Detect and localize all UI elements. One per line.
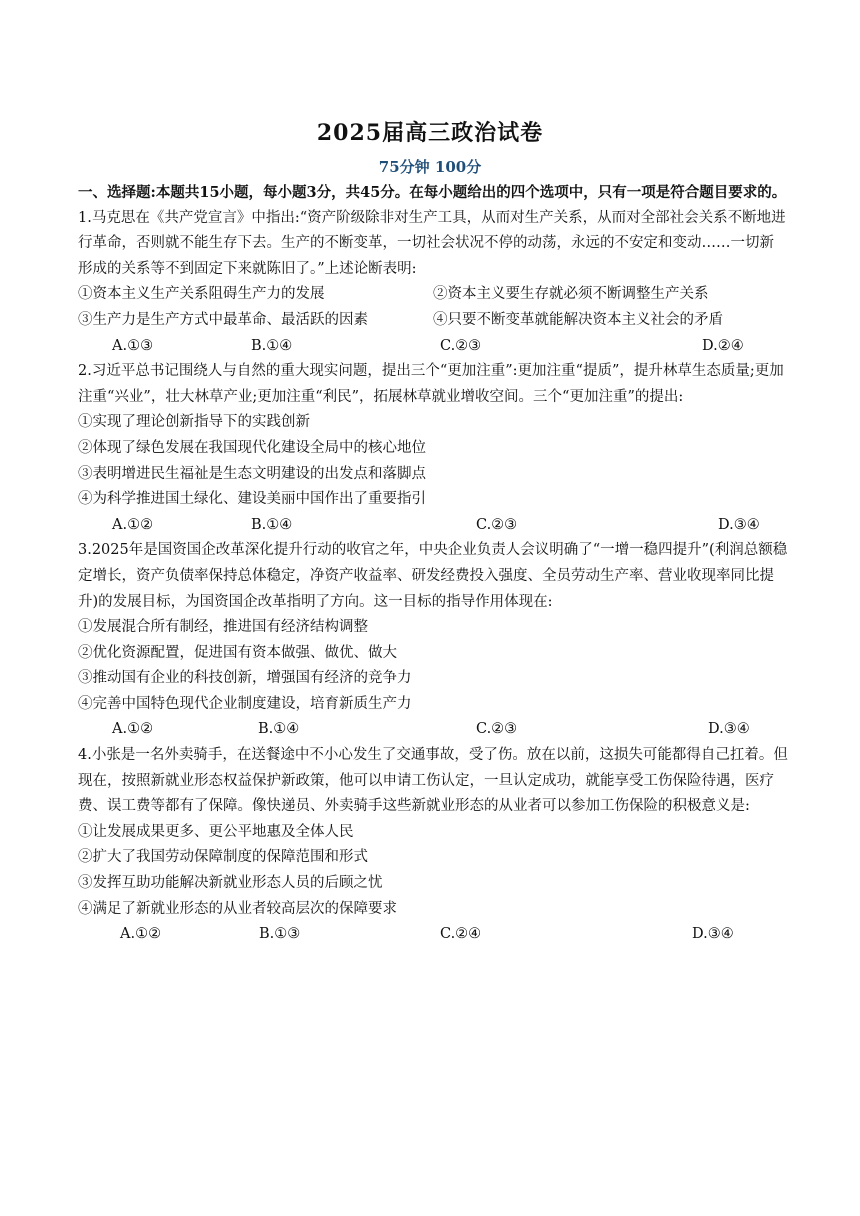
exam-title: 2025届高三政治试卷 — [316, 120, 544, 146]
statement-item: ④满足了新就业形态的从业者较高层次的保障要求 — [78, 900, 397, 917]
answer-choice-d[interactable]: D.③④ — [708, 721, 750, 738]
statement-item: ①资本主义生产关系阻碍生产力的发展 — [78, 286, 325, 303]
question-3 — [78, 538, 788, 743]
section-heading: 一、选择题:本题共15小题，每小题3分，共45分。在每小题给出的四个选项中，只有一项是符合题目要求的。 — [78, 184, 787, 201]
question-stem: 4.小张是一名外卖骑手，在送餐途中不小心发生了交通事故，受了伤。放在以前，这损失可能都得自己扛着。但现在，按照新就业形态权益保护新政策，他可以申请工伤认定，一旦认定成功，就能享受工伤保险待遇，医疗费、误工费等都有了保障。像快递员、外卖骑手这些新就业形态的从业者可以参加工伤保险的积极意义是: — [78, 747, 788, 815]
statement-item: ④只要不断变革就能解决资本主义社会的矛盾 — [433, 311, 723, 328]
answer-choice-a[interactable]: A.①② — [120, 926, 162, 943]
question-stem: 1.马克思在《共产党宣言》中指出:“资产阶级除非对生产工具，从而对生产关系，从而对全部社会关系不断地进行革命，否则就不能生存下去。生产的不断变革，一切社会状况不停的动荡，永远的不安定和变动……一切新形成的关系等不到固定下来就陈旧了。”上述论断表明: — [78, 209, 786, 277]
answer-choice-d[interactable]: D.③④ — [692, 926, 734, 943]
statement-row — [78, 282, 788, 308]
statement-item: ①发展混合所有制经，推进国有经济结构调整 — [78, 619, 368, 636]
question-stem: 2.习近平总书记围绕人与自然的重大现实问题，提出三个“更加注重”:更加注重“提质”，提升林草生态质量;更加注重“兴业”，壮大林草产业;更加注重“利民”，拓展林草就业增收空间。三个“更加注重”的提出: — [78, 363, 784, 405]
statement-item: ③生产力是生产方式中最革命、最活跃的因素 — [78, 311, 368, 328]
answer-choice-a[interactable]: A.①② — [112, 516, 154, 533]
answer-choice-d[interactable]: D.②④ — [702, 337, 744, 354]
answer-choice-b[interactable]: B.①③ — [259, 926, 301, 943]
statement-item: ②优化资源配置，促进国有资本做强、做优、做大 — [78, 644, 397, 661]
statement-item: ③表明增进民生福祉是生态文明建设的出发点和落脚点 — [78, 465, 426, 482]
answer-choices — [78, 513, 788, 539]
answer-choice-d[interactable]: D.③④ — [718, 516, 760, 533]
answer-choice-c[interactable]: C.②③ — [440, 337, 482, 354]
statement-item: ③推动国有企业的科技创新，增强国有经济的竞争力 — [78, 670, 412, 687]
statement-item: ②扩大了我国劳动保障制度的保障范围和形式 — [78, 849, 368, 866]
question-2 — [78, 359, 788, 538]
answer-choices — [78, 334, 788, 360]
exam-content — [78, 180, 788, 948]
question-4 — [78, 743, 788, 948]
answer-choice-b[interactable]: B.①④ — [251, 516, 293, 533]
statement-item: ②体现了绿色发展在我国现代化建设全局中的核心地位 — [78, 439, 426, 456]
answer-choices — [78, 717, 788, 743]
answer-choice-c[interactable]: C.②③ — [476, 721, 518, 738]
statement-item: ④为科学推进国土绿化、建设美丽中国作出了重要指引 — [78, 491, 426, 508]
statement-item: ②资本主义要生存就必须不断调整生产关系 — [433, 286, 709, 303]
statement-item: ①实现了理论创新指导下的实践创新 — [78, 414, 310, 431]
answer-choice-b[interactable]: B.①④ — [251, 337, 293, 354]
answer-choice-c[interactable]: C.②③ — [476, 516, 518, 533]
statement-item: ③发挥互助功能解决新就业形态人员的后顾之忧 — [78, 875, 383, 892]
answer-choice-a[interactable]: A.①② — [112, 721, 154, 738]
exam-duration-score: 75分钟 100分 — [378, 158, 482, 176]
statement-item: ①让发展成果更多、更公平地惠及全体人民 — [78, 823, 354, 840]
answer-choice-a[interactable]: A.①③ — [112, 337, 154, 354]
question-1 — [78, 206, 788, 360]
statement-item: ④完善中国特色现代企业制度建设，培育新质生产力 — [78, 695, 412, 712]
answer-choices — [78, 922, 788, 948]
answer-choice-c[interactable]: C.②④ — [440, 926, 482, 943]
answer-choice-b[interactable]: B.①④ — [258, 721, 300, 738]
question-stem: 3.2025年是国资国企改革深化提升行动的收官之年，中央企业负责人会议明确了“一增一稳四提升”(利润总额稳定增长，资产负债率保持总体稳定，净资产收益率、研发经费投入强度、全员劳动生产率、营业收现率同比提升)的发展目标，为国资国企改革指明了方向。这一目标的指导作用体现在: — [78, 542, 788, 610]
statement-row — [78, 308, 788, 334]
